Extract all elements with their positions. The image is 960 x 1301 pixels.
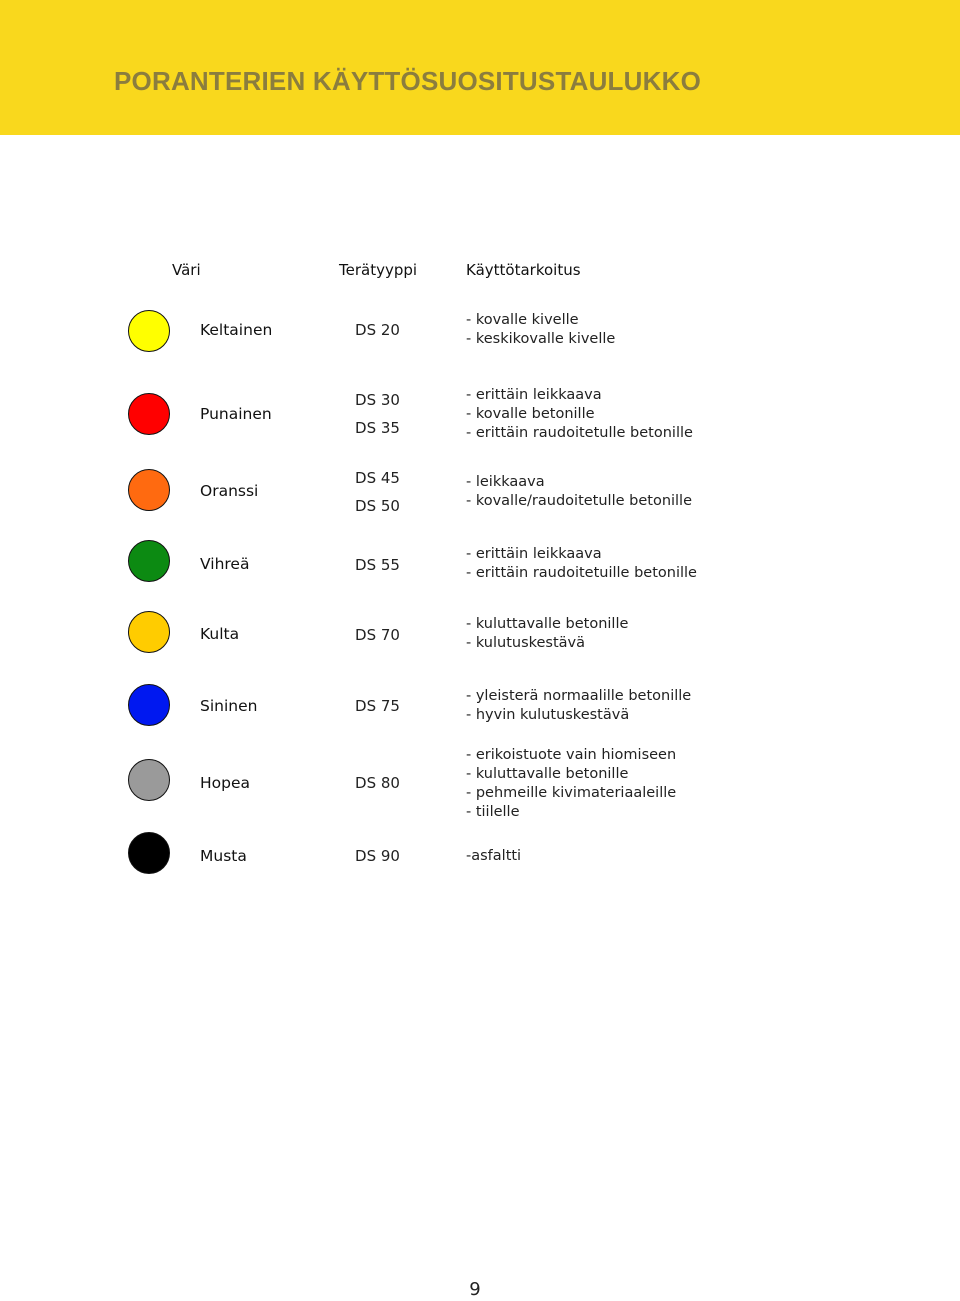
- blade-type: DS 45: [355, 469, 400, 487]
- use-item: - erikoistuote vain hiomiseen: [466, 747, 677, 763]
- blade-type: DS 75: [355, 697, 400, 715]
- blade-type: DS 90: [355, 847, 400, 865]
- blade-type: DS 50: [355, 497, 400, 515]
- color-swatch: [128, 540, 170, 582]
- color-swatch: [128, 832, 170, 874]
- use-item: - hyvin kulutuskestävä: [466, 707, 630, 723]
- use-item: - erittäin raudoitetulle betonille: [466, 425, 693, 441]
- column-header-use: Käyttötarkoitus: [466, 261, 581, 279]
- color-swatch: [128, 469, 170, 511]
- uses-list: [466, 473, 692, 511]
- use-item: - erittäin leikkaava: [466, 546, 602, 562]
- column-header-color: Väri: [172, 261, 201, 279]
- uses-list: [466, 615, 628, 653]
- uses-list: [466, 746, 676, 822]
- color-name: Oranssi: [200, 482, 259, 500]
- color-name: Sininen: [200, 697, 258, 715]
- use-item: - kulutuskestävä: [466, 635, 586, 651]
- use-item: - yleisterä normaalille betonille: [466, 688, 692, 704]
- use-item: - erittäin leikkaava: [466, 387, 602, 403]
- page-title: PORANTERIEN KÄYTTÖSUOSITUSTAULUKKO: [114, 66, 701, 96]
- uses-list: [466, 847, 521, 866]
- color-name: Punainen: [200, 405, 272, 423]
- color-swatch: [128, 310, 170, 352]
- blade-types: [340, 692, 415, 720]
- color-name: Kulta: [200, 625, 240, 643]
- blade-types: [340, 769, 415, 797]
- blade-type: DS 20: [355, 321, 400, 339]
- color-swatch: [128, 393, 170, 435]
- blade-type: DS 55: [355, 556, 400, 574]
- uses-list: [466, 311, 615, 349]
- uses-list: [466, 386, 693, 443]
- uses-list: [466, 545, 697, 583]
- blade-types: [340, 316, 415, 344]
- color-name: Hopea: [200, 774, 251, 792]
- blade-types: [340, 842, 415, 870]
- color-swatch: [128, 759, 170, 801]
- use-item: - kovalle/raudoitetulle betonille: [466, 493, 693, 509]
- use-item: - kuluttavalle betonille: [466, 616, 629, 632]
- blade-types: [340, 386, 415, 442]
- use-item: - leikkaava: [466, 474, 545, 490]
- blade-types: [340, 621, 415, 649]
- use-item: - keskikovalle kivelle: [466, 331, 616, 347]
- blade-type: DS 35: [355, 419, 400, 437]
- use-item: - tiilelle: [466, 804, 520, 820]
- blade-types: [340, 464, 415, 520]
- use-item: - kovalle betonille: [466, 406, 595, 422]
- use-item: - pehmeille kivimateriaaleille: [466, 785, 677, 801]
- column-header-type: Terätyyppi: [339, 261, 418, 279]
- use-item: - kovalle kivelle: [466, 312, 579, 328]
- blade-types: [340, 551, 415, 579]
- use-item: - kuluttavalle betonille: [466, 766, 629, 782]
- color-name: Vihreä: [200, 555, 250, 573]
- page-number: 9: [469, 1279, 481, 1300]
- blade-type: DS 80: [355, 774, 400, 792]
- color-name: Keltainen: [200, 321, 273, 339]
- blade-type: DS 30: [355, 391, 400, 409]
- use-item: - erittäin raudoitetuille betonille: [466, 565, 697, 581]
- color-swatch: [128, 684, 170, 726]
- blade-type: DS 70: [355, 626, 400, 644]
- uses-list: [466, 687, 691, 725]
- color-name: Musta: [200, 847, 247, 865]
- color-swatch: [128, 611, 170, 653]
- use-item: -asfaltti: [466, 848, 522, 864]
